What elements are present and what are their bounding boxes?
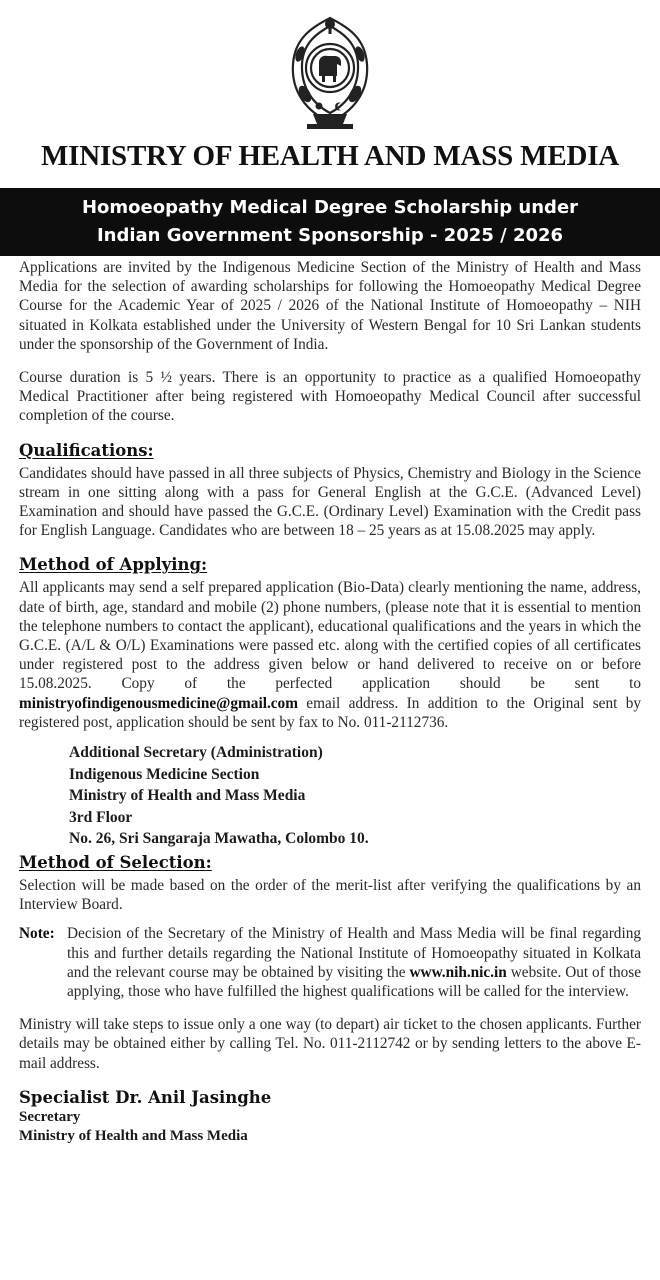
signatory-organization: Ministry of Health and Mass Media <box>19 1127 248 1144</box>
selection-heading: Method of Selection: <box>19 853 212 873</box>
course-duration-paragraph: Course duration is 5 ½ years. There is an opportunity to practice as a qualified Homoeopathy Medical Practitioner after being registered with Homoeopathy Medical Council after successful completion of the course. <box>19 369 641 425</box>
website-address: www.nih.nic.in <box>409 963 507 981</box>
sri-lanka-state-emblem-icon <box>275 14 385 132</box>
note-text <box>67 924 641 1001</box>
banner-line-1: Homoeopathy Medical Degree Scholarship under <box>81 197 579 218</box>
signatory-name: Specialist Dr. Anil Jasinghe <box>19 1087 272 1107</box>
qualifications-heading: Qualifications: <box>19 440 154 460</box>
title-banner <box>0 188 660 256</box>
intro-paragraph: Applications are invited by the Indigenous Medicine Section of the Ministry of Health and Mass Media for the selection of awarding scholarships for following the Homoeopathy Medical Degree Course for the Academic Year of 2025 / 2026 of the National Institute of Homoeopathy – NIH situated in Kolkata established under the University of Western Bengal for 10 Sri Lankan students under the sponsorship of the Government of India. <box>19 259 641 353</box>
notice-body <box>19 258 641 1146</box>
note-label: Note: <box>19 925 55 943</box>
email-address: ministryofindigenousmedicine@gmail.com <box>19 694 298 712</box>
address-line-5: No. 26, Sri Sangaraja Mawatha, Colombo 10. <box>69 830 369 848</box>
address-line-2: Indigenous Medicine Section <box>69 765 260 783</box>
selection-paragraph: Selection will be made based on the order of the merit-list after verifying the qualifications by an Interview Board. <box>19 877 641 914</box>
note-text-b: website. Out of those applying, those who have fulfilled the highest qualifications will be called for the interview. <box>67 963 642 1001</box>
address-line-1: Additional Secretary (Administration) <box>69 744 323 762</box>
note-block <box>19 924 641 1001</box>
note-text-a: Decision of the Secretary of the Ministry of Health and Mass Media will be final regarding this and further details regarding the National Institute of Homoeopathy situated in Kolkata and the relevant course may be obtained by visiting the <box>67 925 641 981</box>
applying-text-a: All applicants may send a self prepared application (Bio-Data) clearly mentioning the name, address, date of birth, age, standard and mobile (2) phone numbers, (please note that it is essential to mention the telephone numbers to contact the applicant), educational qualifications and the years in which the G.C.E. (A/L & O/L) Examinations were passed etc. along with the certified copies of all certificates under registered post to the address given below or hand delivered to receive on or before 15.08.2025. Copy of the perfected application should be sent to <box>19 579 641 693</box>
applying-paragraph <box>19 578 641 732</box>
mailing-address <box>69 742 641 850</box>
applying-heading: Method of Applying: <box>19 555 208 575</box>
signature-block <box>19 1087 641 1146</box>
address-line-3: Ministry of Health and Mass Media <box>69 787 306 805</box>
banner-line-2: Indian Government Sponsorship - 2025 / 2026 <box>96 225 564 246</box>
emblem-container <box>0 14 660 132</box>
address-line-4: 3rd Floor <box>69 808 133 826</box>
applying-text-b: email address. In addition to the Original sent by registered post, application should be sent by fax to No. 011-2112736. <box>19 694 641 731</box>
signatory-title: Secretary <box>19 1108 81 1125</box>
ministry-title: MINISTRY OF HEALTH AND MASS MEDIA <box>40 140 620 172</box>
closing-paragraph: Ministry will take steps to issue only a one way (to depart) air ticket to the chosen applicants. Further details may be obtained either by calling Tel. No. 011-2112742 or by sending letters to the above E-mail address. <box>19 1016 641 1072</box>
qualifications-paragraph: Candidates should have passed in all three subjects of Physics, Chemistry and Biology in the Science stream in one sitting along with a pass for General English at the G.C.E. (Advanced Level) Examination and should have passed the G.C.E. (Ordinary Level) Examination with the Credit pass for English Language. Candidates who are between 18 – 25 years as at 15.08.2025 may apply. <box>19 464 641 540</box>
